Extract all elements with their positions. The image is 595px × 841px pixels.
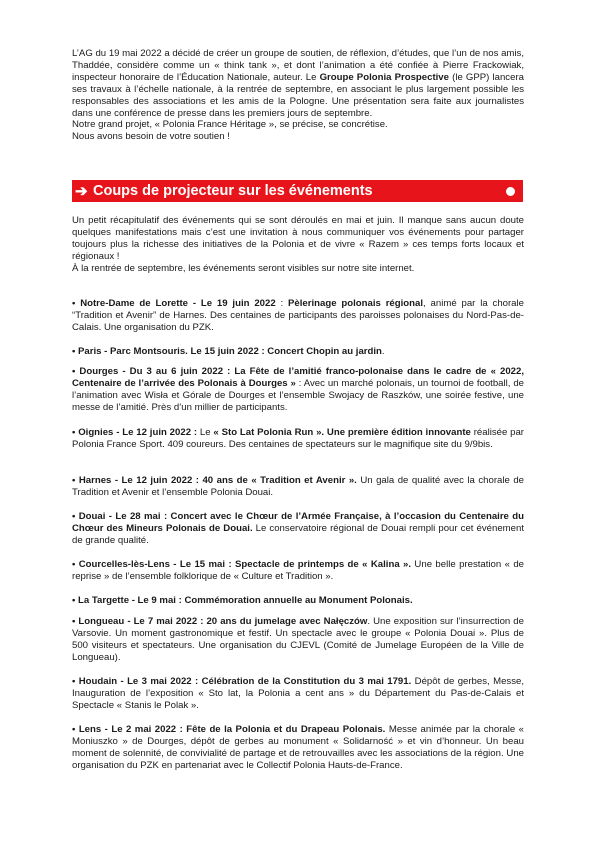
text-run: À la rentrée de septembre, les événements seront visibles sur notre site internet.: [72, 262, 415, 274]
event-heading: • Douai - Le 28 mai : Concert avec le Chœur de l’Armée Française, à l’occasion du Centenaire du Chœur des Mineurs Polonais de Douai.: [72, 511, 524, 534]
text-run: .: [381, 346, 385, 357]
summary-paragraph: [72, 263, 524, 275]
intro-paragraph: [72, 48, 524, 119]
event-description: Un gala de qualité avec la chorale de Tradition et Avenir et l’ensemble Polonia Douai.: [72, 475, 524, 498]
event-description: Dépôt de gerbes, Messe, Inauguration de l’exposition « Sto lat, la Polonia a cent ans » du Département du Pas-de-Calais et Spectacle « Stanis le Polak ».: [72, 676, 524, 711]
event-heading: • Longueau - Le 7 mai 2022 : 20 ans du jumelage avec Nałęczów: [72, 616, 368, 627]
event-item: [72, 511, 524, 547]
event-heading: • Oignies - Le 12 juin 2022 :: [72, 427, 198, 438]
event-description: Le conservatoire régional de Douai rempli pour cet événement de grande qualité.: [72, 522, 524, 546]
text-run: L’AG du 19 mai 2022 a décidé de créer un groupe de soutien, de réflexion, d’études, que l’un de nos amis, Thaddée, considère comme un « think tank », et dont l’animation a été confiée à Pierre Frackowiak, inspecteur honoraire de l’Éducation Nationale, auteur. Le: [72, 48, 524, 83]
event-item: [72, 676, 524, 712]
event-heading: • Lens - Le 2 mai 2022 : Fête de la Polonia et du Drapeau Polonais.: [72, 724, 386, 735]
intro-paragraph: [72, 119, 524, 131]
section-title: Coups de projecteur sur les événements: [93, 183, 373, 199]
event-title: Pèlerinage polonais régional: [288, 298, 424, 309]
event-description: , animé par la chorale “Tradition et Avenir” de Harnes. Des centaines de participants des paroisses polonaises du Nord-Pas-de-Calais. Une organisation du PZK.: [72, 298, 524, 333]
event-heading: • Houdain - Le 3 mai 2022 : Célébration de la Constitution du 3 mai 1791.: [72, 676, 412, 687]
event-description: réalisée par Polonia France Sport. 409 coureurs. Des centaines de spectateurs sur le magnifique site du 9/9bis.: [72, 427, 524, 450]
summary-section: [72, 215, 524, 275]
arrow-icon: ➔: [75, 183, 88, 200]
event-description: . Une exposition sur l’insurrection de Varsovie. Un moment gastronomique et festif. Un spectacle avec le groupe « Polonia Douai ». Plus de 500 visiteurs et spectateurs. Une organisation du CJEVL (Comité de Jumelage Européen de la Ville de Longueau).: [72, 616, 524, 663]
text-run: Notre grand projet, « Polonia France Héritage », se précise, se concrétise.: [72, 119, 388, 131]
text-run: Le: [197, 427, 214, 438]
event-title: « Sto Lat Polonia Run ». Une première édition innovante: [213, 427, 471, 438]
event-item: [72, 475, 524, 499]
event-item: [72, 298, 524, 334]
event-item: [72, 595, 524, 607]
event-item: [72, 366, 524, 414]
event-heading: • La Targette - Le 9 mai : Commémoration annuelle au Monument Polonais.: [72, 595, 413, 606]
event-description: : Avec un marché polonais, un tournoi de football, de l’animation avec Wisła et Górale de Dourges et l’ensemble Swojacy de Raszków, une soirée festive, une messe de l’amitié. Près d’un millier de participants.: [72, 377, 525, 413]
intro-section: [72, 48, 524, 143]
event-item: [72, 559, 524, 583]
intro-paragraph: [72, 131, 524, 143]
summary-paragraph: [72, 215, 524, 263]
text-run: (le GPP) lancera ses travaux à l’échelle nationale, à la rentrée de septembre, en associant le plus largement possible les responsables des associations et les amis de la Pologne. Une présentation sera faite aux journalistes dans une conférence de presse dans les premiers jours de septembre.: [72, 71, 524, 119]
event-heading: • Notre-Dame de Lorette - Le 19 juin 2022: [72, 298, 276, 309]
section-banner: [72, 180, 523, 202]
text-run-bold: Groupe Polonia Prospective: [319, 71, 449, 83]
event-description: Messe animée par la chorale « Moniuszko » de Dourges, dépôt de gerbes au monument « Solidarność » et vin d’honneur. Un beau moment de solennité, de convivialité de partage et de retrouvailles avec les associations de la région. Une organisation du PZK en partenariat avec le Collectif Polonia Hauts-de-France.: [72, 724, 524, 771]
event-heading: • Paris - Parc Montsouris. Le 15 juin 2022 : Concert Chopin au jardin: [72, 346, 382, 357]
event-description: Une belle prestation « de reprise » de l’ensemble folklorique de « Culture et Tradition ».: [72, 559, 524, 582]
bullet-dot-icon: [506, 187, 515, 196]
text-run: Nous avons besoin de votre soutien !: [72, 131, 230, 143]
event-heading: • Harnes - Le 12 juin 2022 : 40 ans de « Tradition et Avenir ».: [72, 475, 357, 486]
text-run: :: [275, 298, 289, 309]
event-heading: • Dourges - Du 3 au 6 juin 2022 : La Fête de l’amitié franco-polonaise dans le cadre de « 2022, Centenaire de l’arrivée des Polonais à Dourges »: [72, 366, 524, 389]
event-item: [72, 346, 524, 358]
text-run: Un petit récapitulatif des événements qui se sont déroulés en mai et juin. Il manque sans aucun doute quelques manifestations mais c’est une invitation à nous communiquer vos événements pour partager toujours plus la richesse des initiatives de la Polonia et de vivre « Razem » ces temps forts locaux et régionaux !: [72, 215, 524, 262]
event-item: [72, 616, 524, 664]
event-item: [72, 724, 524, 772]
event-item: [72, 427, 524, 451]
event-heading: • Courcelles-lès-Lens - Le 15 mai : Spectacle de printemps de « Kalina ».: [72, 559, 412, 570]
